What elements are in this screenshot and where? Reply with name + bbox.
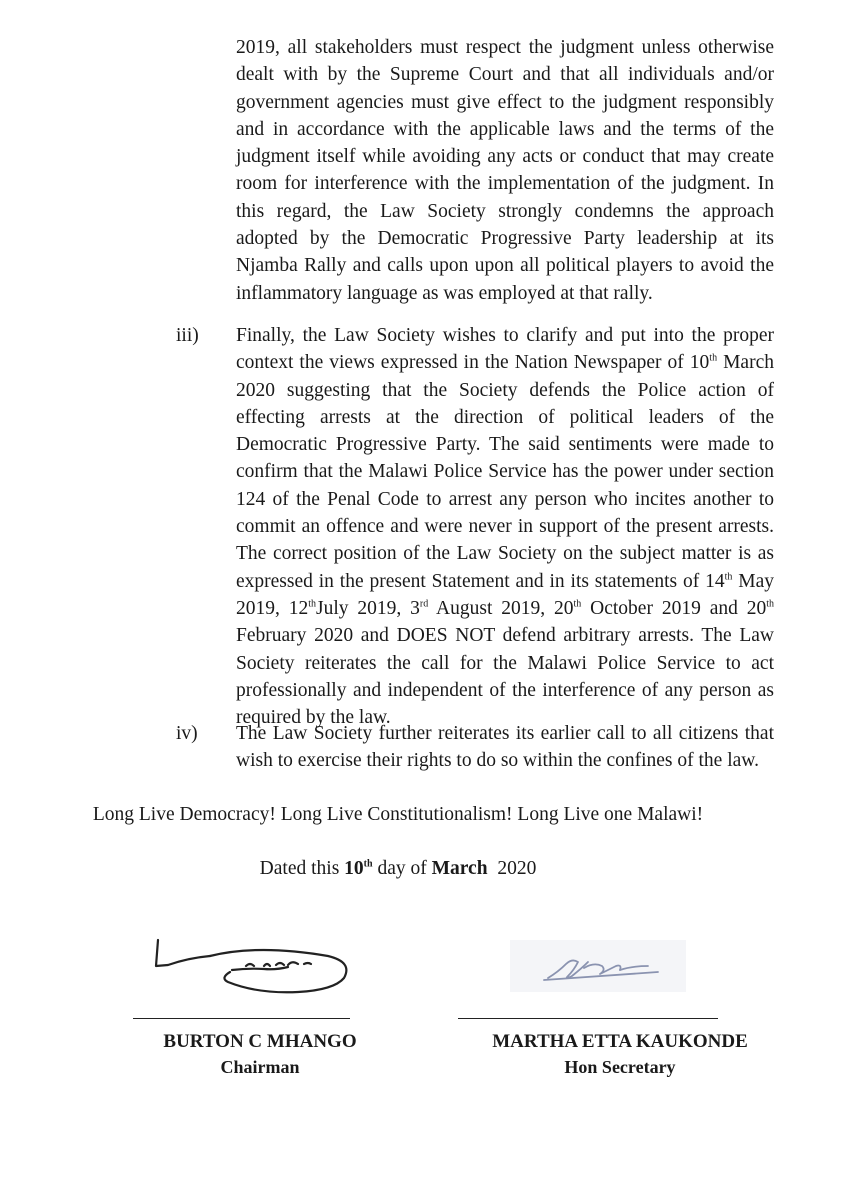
dated-day — [344, 858, 372, 879]
signatory-role-right: Hon Secretary — [564, 1057, 676, 1077]
text-run: August 2019, 20 — [428, 597, 574, 619]
signatory-role-left: Chairman — [220, 1057, 300, 1077]
dated-mid: day of — [372, 858, 432, 879]
signature-hon-secretary — [508, 936, 688, 996]
ordinal-suffix: rd — [419, 598, 429, 610]
text-run: May 2019, 12 — [236, 570, 774, 619]
text-run: Finally, the Law Society wishes to clarify and put into the proper context the views expressed in the Nation Newspaper of 10 — [236, 325, 774, 374]
signature-line-left — [133, 1018, 350, 1019]
text-run: July 2019, 3 — [316, 597, 420, 619]
text-run: October 2019 and 20 — [581, 597, 767, 619]
ordinal-suffix: th — [573, 598, 582, 610]
paragraph-iii — [236, 322, 774, 731]
closing-slogan: Long Live Democracy! Long Live Constitutionalism! Long Live one Malawi! — [92, 804, 704, 825]
dated-year: 2020 — [487, 858, 537, 879]
ordinal-suffix: th — [724, 571, 733, 583]
signature-line-right — [458, 1018, 718, 1019]
signatory-name-left: BURTON C MHANGO — [163, 1031, 357, 1052]
paragraph-iv: The Law Society further reiterates its earlier call to all citizens that wish to exercise their rights to do so within the confines of the law. — [236, 723, 774, 772]
item-number-iv: iv) — [176, 723, 198, 744]
signatory-name-right: MARTHA ETTA KAUKONDE — [492, 1031, 748, 1052]
paragraph-ii-continuation: 2019, all stakeholders must respect the judgment unless otherwise dealt with by the Supreme Court and that all individuals and/or government agencies must give effect to the judgment responsibly and in accordance with the applicable laws and the terms of the judgment itself while avoiding any acts or conduct that may create room for interference with the implementation of the judgment. In this regard, the Law Society strongly condemns the approach adopted by the Democratic Progressive Party leadership at its Njamba Rally and calls upon upon all political players to avoid the inflammatory language as was employed at that rally. — [236, 37, 774, 304]
dated-line — [18, 855, 778, 882]
dated-month: March — [431, 858, 488, 879]
day-number: 10 — [344, 858, 364, 879]
ordinal-suffix: th — [709, 352, 718, 364]
ordinal-suffix: th — [766, 598, 774, 610]
signature-chairman — [148, 932, 368, 1002]
ordinal-suffix: th — [308, 598, 317, 610]
text-run: March 2020 suggesting that the Society defends the Police action of effecting arrests at the direction of political leaders of the Democratic Progressive Party. The said sentiments were made to confirm that the Malawi Police Service has the power under section 124 of the Penal Code to arrest any person who incites another to commit an offence and were never in support of the present arrests. The correct position of the Law Society on the subject matter is as expressed in the present Statement and in its statements of 14 — [236, 352, 774, 592]
item-number-iii: iii) — [176, 325, 199, 346]
day-suffix: th — [363, 858, 373, 870]
dated-prefix: Dated this — [259, 858, 345, 879]
text-run: February 2020 and DOES NOT defend arbitrary arrests. The Law Society reiterates the call for the Malawi Police Service to act professionally and independent of the interference of any person as required by the law. — [236, 625, 774, 729]
